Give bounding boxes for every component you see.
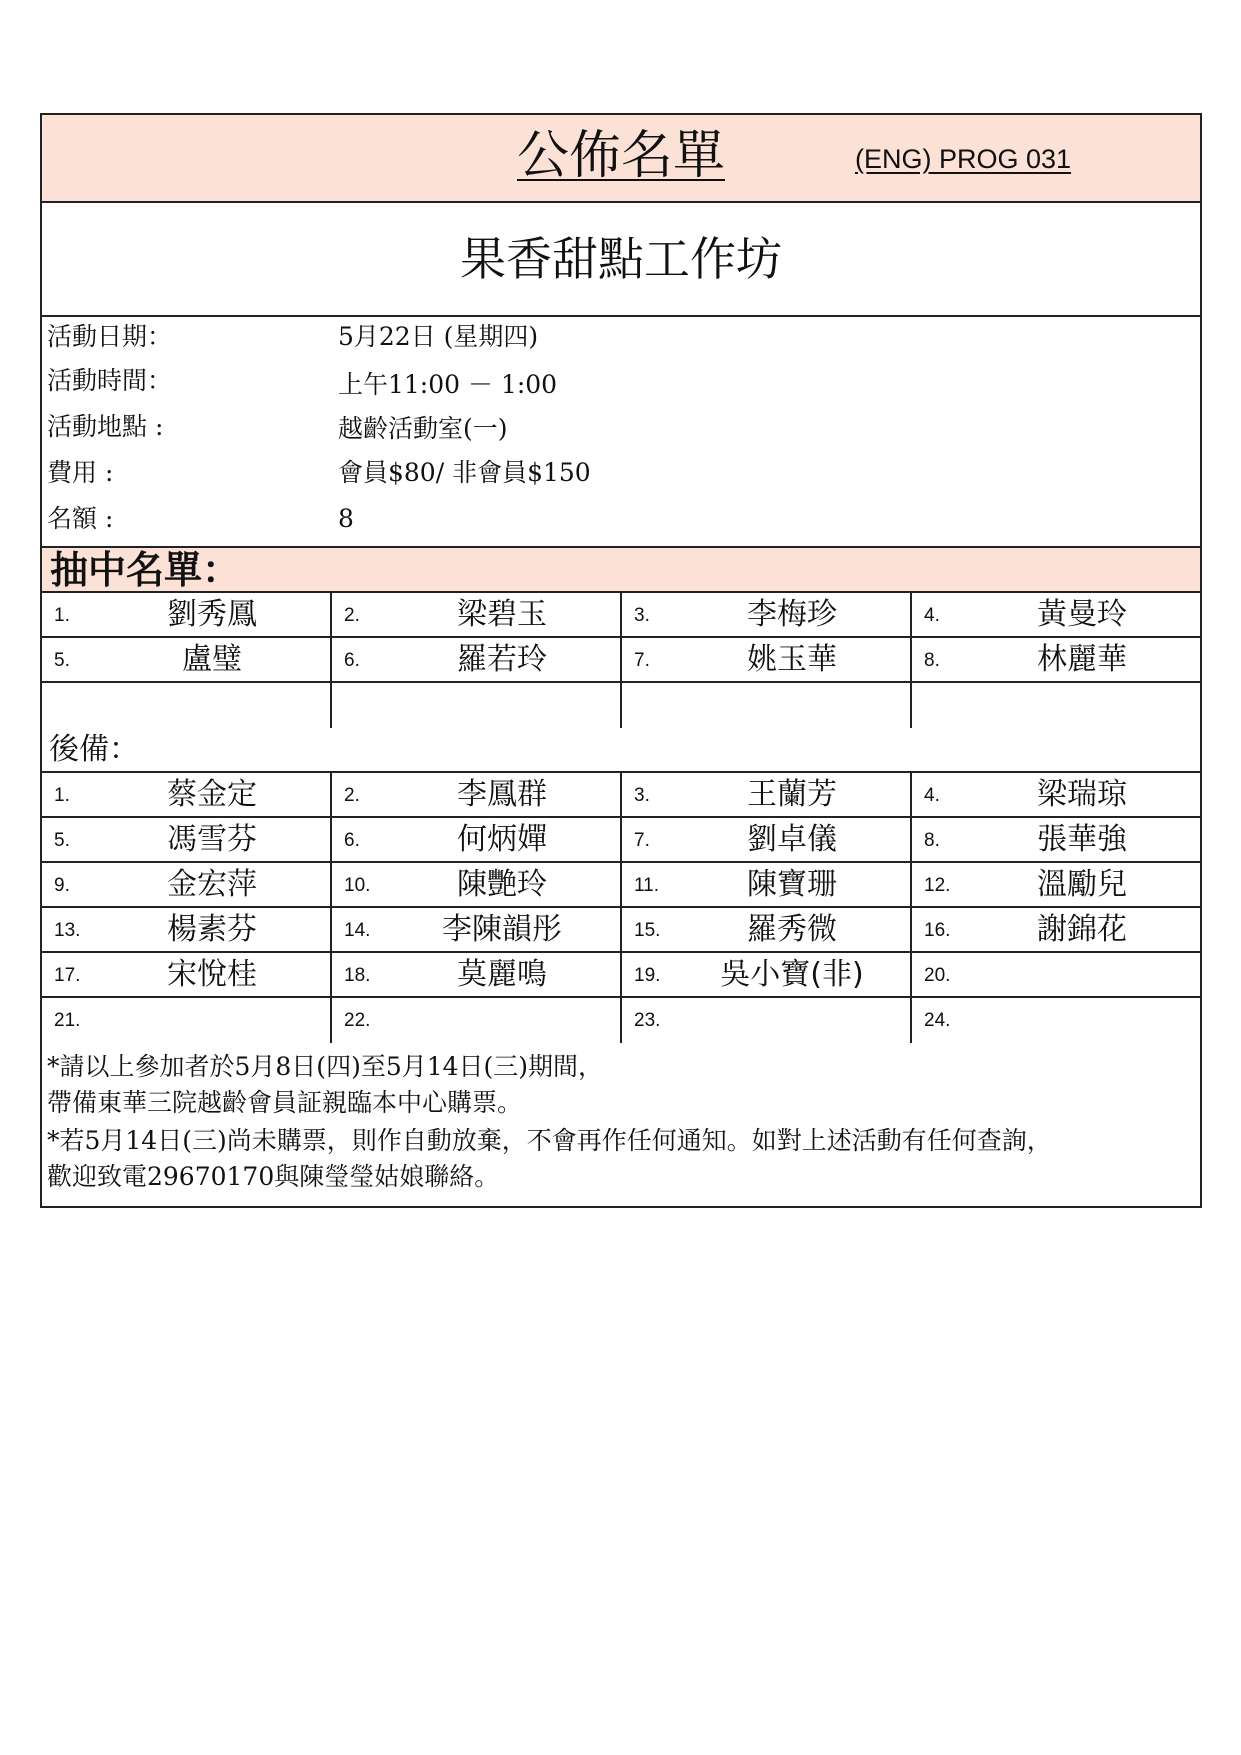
name-cell	[912, 908, 1200, 951]
info-label-time: 活動時間：	[47, 366, 173, 395]
entry-number: 3.	[634, 605, 650, 626]
name-cell	[622, 593, 912, 636]
entry-number: 5.	[54, 830, 70, 851]
entry-number: 23.	[634, 1010, 661, 1031]
table-row	[42, 638, 1200, 683]
entry-number: 8.	[924, 650, 940, 671]
participant-name: 羅若玲	[457, 642, 547, 677]
name-cell	[622, 908, 912, 951]
entry-number: 8.	[924, 830, 940, 851]
name-cell	[332, 908, 622, 951]
name-cell	[622, 818, 912, 861]
entry-number: 22.	[344, 1010, 371, 1031]
participant-name: 李鳳群	[457, 777, 547, 812]
entry-number: 17.	[54, 965, 81, 986]
name-cell	[332, 953, 622, 996]
info-value-date: 5月22日 (星期四)	[338, 322, 539, 351]
entry-number: 10.	[344, 875, 371, 896]
entry-number: 3.	[634, 785, 650, 806]
page-title: 公佈名單	[516, 126, 725, 186]
announcement-sheet	[40, 113, 1202, 1208]
name-cell	[332, 818, 622, 861]
name-cell	[332, 863, 622, 906]
info-label-fee: 費用 :	[47, 458, 114, 487]
entry-number: 2.	[344, 785, 360, 806]
participant-name: 梁瑞琼	[1037, 777, 1127, 812]
name-cell	[912, 683, 1200, 728]
entry-number: 18.	[344, 965, 371, 986]
entry-number: 2.	[344, 605, 360, 626]
entry-number: 6.	[344, 650, 360, 671]
participant-name: 羅秀微	[747, 912, 837, 947]
name-cell	[42, 638, 332, 681]
entry-number: 14.	[344, 920, 371, 941]
participant-name: 陳寶珊	[747, 867, 837, 902]
participant-name: 吳小寶(非)	[720, 957, 864, 992]
participant-name: 劉卓儀	[747, 822, 837, 857]
activity-name: 果香甜點工作坊	[460, 232, 782, 286]
name-cell	[42, 773, 332, 816]
backup-list	[42, 773, 1200, 1043]
info-label-quota: 名額 :	[47, 504, 114, 533]
info-value-venue: 越齡活動室(一)	[338, 414, 508, 443]
entry-number: 19.	[634, 965, 661, 986]
participant-name: 張華強	[1037, 822, 1127, 857]
activity-info	[42, 317, 1200, 548]
winners-title: 抽中名單：	[50, 548, 241, 592]
entry-number: 13.	[54, 920, 81, 941]
info-value-time: 上午11:00 － 1:00	[338, 370, 558, 399]
entry-number: 4.	[924, 785, 940, 806]
entry-number: 1.	[54, 785, 70, 806]
name-cell	[912, 863, 1200, 906]
entry-number: 16.	[924, 920, 951, 941]
note-line: 歡迎致電29670170與陳瑩瑩姑娘聯絡。	[47, 1162, 500, 1191]
table-row	[42, 908, 1200, 953]
participant-name: 陳艷玲	[457, 867, 547, 902]
entry-number: 7.	[634, 830, 650, 851]
entry-number: 12.	[924, 875, 951, 896]
participant-name: 盧璧	[182, 642, 242, 677]
name-cell	[912, 593, 1200, 636]
entry-number: 5.	[54, 650, 70, 671]
participant-name: 莫麗鳴	[457, 957, 547, 992]
backup-header	[42, 728, 1200, 773]
name-cell	[912, 818, 1200, 861]
winners-list	[42, 593, 1200, 728]
entry-number: 4.	[924, 605, 940, 626]
note-line: 帶備東華三院越齡會員証親臨本中心購票。	[47, 1088, 523, 1117]
entry-number: 15.	[634, 920, 661, 941]
name-cell	[332, 683, 622, 728]
participant-name: 劉秀鳳	[167, 597, 257, 632]
entry-number: 24.	[924, 1010, 951, 1031]
name-cell	[912, 953, 1200, 996]
name-cell	[332, 998, 622, 1043]
table-row	[42, 593, 1200, 638]
participant-name: 謝錦花	[1037, 912, 1127, 947]
participant-name: 林麗華	[1037, 642, 1127, 677]
participant-name: 何炳嬋	[457, 822, 547, 857]
entry-number: 1.	[54, 605, 70, 626]
participant-name: 姚玉華	[747, 642, 837, 677]
name-cell	[42, 683, 332, 728]
participant-name: 李梅珍	[747, 597, 837, 632]
name-cell	[42, 593, 332, 636]
name-cell	[622, 683, 912, 728]
program-code: (ENG) PROG 031	[855, 144, 1072, 174]
participant-name: 梁碧玉	[457, 597, 547, 632]
participant-name: 李陳韻彤	[442, 912, 562, 947]
table-row	[42, 953, 1200, 998]
name-cell	[912, 638, 1200, 681]
info-label-venue: 活動地點 :	[47, 412, 164, 441]
participant-name: 金宏萍	[167, 867, 257, 902]
name-cell	[332, 638, 622, 681]
name-cell	[42, 998, 332, 1043]
activity-row	[42, 203, 1200, 317]
note-line: *若5月14日(三)尚未購票，則作自動放棄，不會再作任何通知。如對上述活動有任何查詢，	[47, 1126, 1052, 1155]
participant-name: 楊素芬	[167, 912, 257, 947]
name-cell	[42, 818, 332, 861]
name-cell	[42, 863, 332, 906]
participant-name: 蔡金定	[167, 777, 257, 812]
header-row	[42, 115, 1200, 203]
notes-section	[42, 1043, 1200, 1206]
entry-number: 11.	[634, 875, 660, 896]
table-row	[42, 818, 1200, 863]
entry-number: 7.	[634, 650, 650, 671]
note-line: *請以上參加者於5月8日(四)至5月14日(三)期間，	[47, 1052, 604, 1081]
participant-name: 宋悅桂	[167, 957, 257, 992]
table-row	[42, 998, 1200, 1043]
name-cell	[912, 773, 1200, 816]
participant-name: 王蘭芳	[747, 777, 837, 812]
name-cell	[332, 593, 622, 636]
table-row	[42, 683, 1200, 728]
table-row	[42, 863, 1200, 908]
name-cell	[42, 953, 332, 996]
participant-name: 馮雪芬	[167, 822, 257, 857]
name-cell	[622, 998, 912, 1043]
name-cell	[42, 908, 332, 951]
entry-number: 20.	[924, 965, 951, 986]
entry-number: 6.	[344, 830, 360, 851]
table-row	[42, 773, 1200, 818]
info-value-quota: 8	[338, 504, 354, 533]
backup-title: 後備：	[49, 732, 139, 767]
name-cell	[332, 773, 622, 816]
participant-name: 黃曼玲	[1037, 597, 1127, 632]
winners-header	[42, 548, 1200, 593]
entry-number: 21.	[54, 1010, 81, 1031]
name-cell	[912, 998, 1200, 1043]
info-value-fee: 會員$80/ 非會員$150	[338, 458, 591, 487]
entry-number: 9.	[54, 875, 70, 896]
name-cell	[622, 773, 912, 816]
name-cell	[622, 953, 912, 996]
name-cell	[622, 863, 912, 906]
info-label-date: 活動日期：	[47, 322, 173, 351]
participant-name: 溫勵兒	[1037, 867, 1127, 902]
name-cell	[622, 638, 912, 681]
